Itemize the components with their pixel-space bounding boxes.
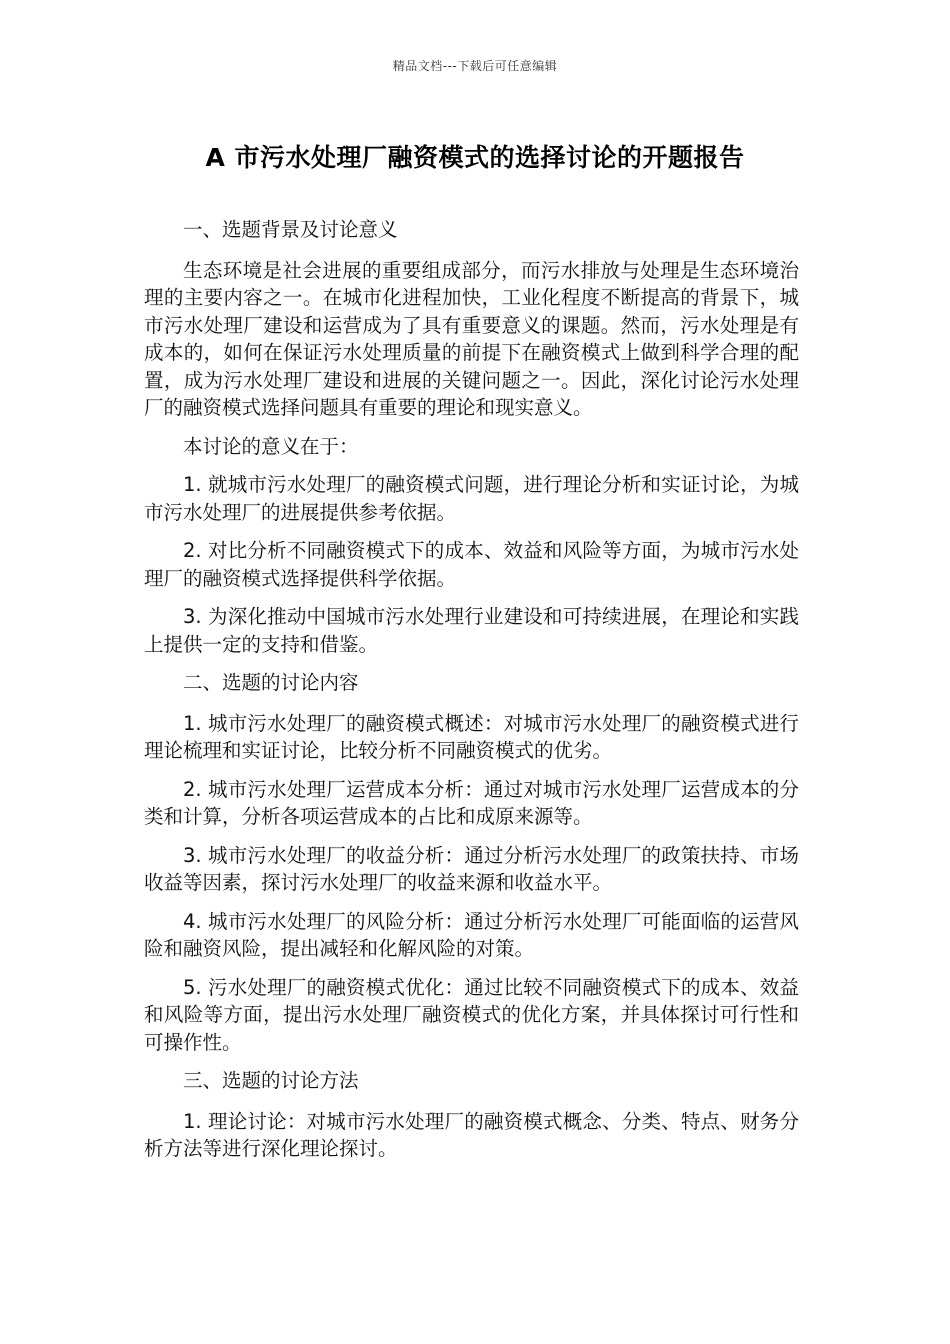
list-item-content-3: 3. 城市污水处理厂的收益分析：通过分析污水处理厂的政策扶持、市场收益等因素，探讨污水处理厂的收益来源和收益水平。 (144, 843, 799, 894)
section-heading-methods: 三、选题的讨论方法 (183, 1069, 359, 1092)
list-item-content-2: 2. 城市污水处理厂运营成本分析：通过对城市污水处理厂运营成本的分类和计算，分析各项运营成本的占比和成原来源等。 (144, 777, 799, 828)
paragraph-background: 生态环境是社会进展的重要组成部分，而污水排放与处理是生态环境治理的主要内容之一。在城市化进程加快，工业化程度不断提高的背景下，城市污水处理厂建设和运营成为了具有重要意义的课题。然而，污水处理是有成本的，如何在保证污水处理质量的前提下在融资模式上做到科学合理的配置，成为污水处理厂建设和进展的关键问题之一。因此，深化讨论污水处理厂的融资模式选择问题具有重要的理论和现实意义。 (144, 258, 799, 419)
document-title: A 市污水处理厂融资模式的选择讨论的开题报告 (205, 143, 745, 172)
list-item-significance-3: 3. 为深化推动中国城市污水处理行业建设和可持续进展，在理论和实践上提供一定的支持和借鉴。 (144, 605, 799, 656)
list-item-significance-2: 2. 对比分析不同融资模式下的成本、效益和风险等方面，为城市污水处理厂的融资模式选择提供科学依据。 (144, 539, 799, 590)
list-item-content-1: 1. 城市污水处理厂的融资模式概述：对城市污水处理厂的融资模式进行理论梳理和实证讨论，比较分析不同融资模式的优劣。 (144, 711, 799, 762)
document-body (144, 216, 799, 1174)
list-item-content-4: 4. 城市污水处理厂的风险分析：通过分析污水处理厂可能面临的运营风险和融资风险，提出减轻和化解风险的对策。 (144, 909, 799, 960)
paragraph-significance-intro: 本讨论的意义在于： (183, 434, 359, 458)
section-heading-content: 二、选题的讨论内容 (183, 671, 359, 694)
section-heading-background: 一、选题背景及讨论意义 (183, 218, 398, 241)
list-item-content-5: 5. 污水处理厂的融资模式优化：通过比较不同融资模式下的成本、效益和风险等方面，提出污水处理厂融资模式的优化方案，并具体探讨可行性和可操作性。 (144, 975, 799, 1054)
list-item-methods-1: 1. 理论讨论：对城市污水处理厂的融资模式概念、分类、特点、财务分析方法等进行深化理论探讨。 (144, 1109, 799, 1160)
list-item-significance-1: 1. 就城市污水处理厂的融资模式问题，进行理论分析和实证讨论，为城市污水处理厂的进展提供参考依据。 (144, 473, 799, 524)
header-note: 精品文档---下载后可任意编辑 (392, 59, 558, 73)
